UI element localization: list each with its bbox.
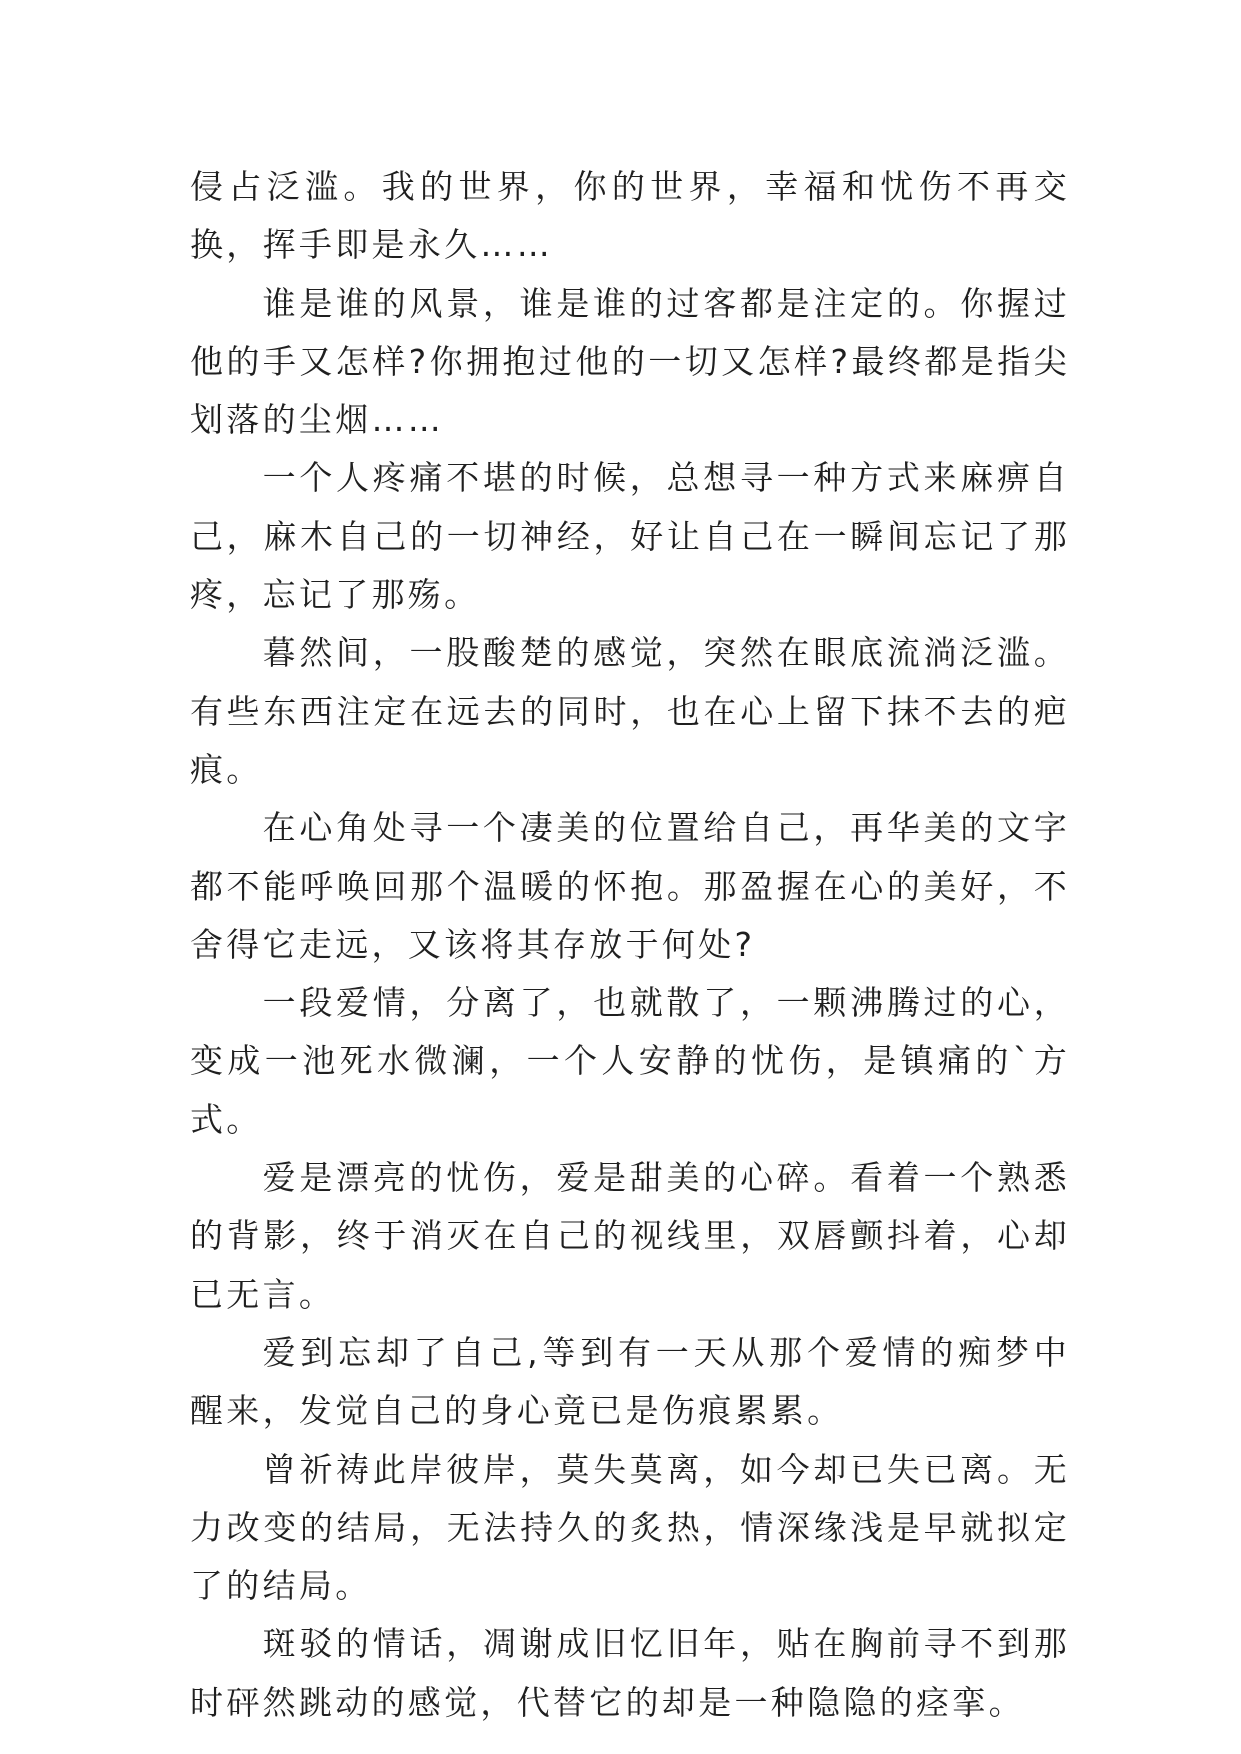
paragraph: 暮然间，一股酸楚的感觉，突然在眼底流淌泛滥。有些东西注定在远去的同时，也在心上留下抹不去的疤痕。 (190, 633, 1070, 789)
paragraph: 谁是谁的风景，谁是谁的过客都是注定的。你握过他的手又怎样?你拥抱过他的一切又怎样?最终都是指尖划落的尘烟…… (190, 283, 1070, 440)
paragraph: 斑驳的情话，凋谢成旧忆旧年，贴在胸前寻不到那时砰然跳动的感觉，代替它的却是一种隐隐的痉挛。 (190, 1624, 1070, 1722)
document-body (190, 158, 1070, 1732)
paragraph: 在心角处寻一个凄美的位置给自己，再华美的文字都不能呼唤回那个温暖的怀抱。那盈握在心的美好，不舍得它走远，又该将其存放于何处? (190, 808, 1070, 964)
paragraph: 一个人疼痛不堪的时候，总想寻一种方式来麻痹自己，麻木自己的一切神经，好让自己在一瞬间忘记了那疼，忘记了那殇。 (190, 458, 1070, 615)
paragraph: 曾祈祷此岸彼岸，莫失莫离，如今却已失已离。无力改变的结局，无法持久的炙热，情深缘浅是早就拟定了的结局。 (190, 1449, 1070, 1606)
paragraph: 爱到忘却了自己,等到有一天从那个爱情的痴梦中醒来，发觉自己的身心竟已是伤痕累累。 (190, 1332, 1070, 1431)
paragraph: 一段爱情，分离了，也就散了，一颗沸腾过的心，变成一池死水微澜，一个人安静的忧伤，是镇痛的`方式。 (190, 983, 1070, 1139)
paragraph: 爱是漂亮的忧伤，爱是甜美的心碎。看着一个熟悉的背影，终于消灭在自己的视线里，双唇颤抖着，心却已无言。 (190, 1158, 1070, 1314)
paragraph-continued: 侵占泛滥。我的世界，你的世界，幸福和忧伤不再交换，挥手即是永久…… (190, 167, 1070, 265)
